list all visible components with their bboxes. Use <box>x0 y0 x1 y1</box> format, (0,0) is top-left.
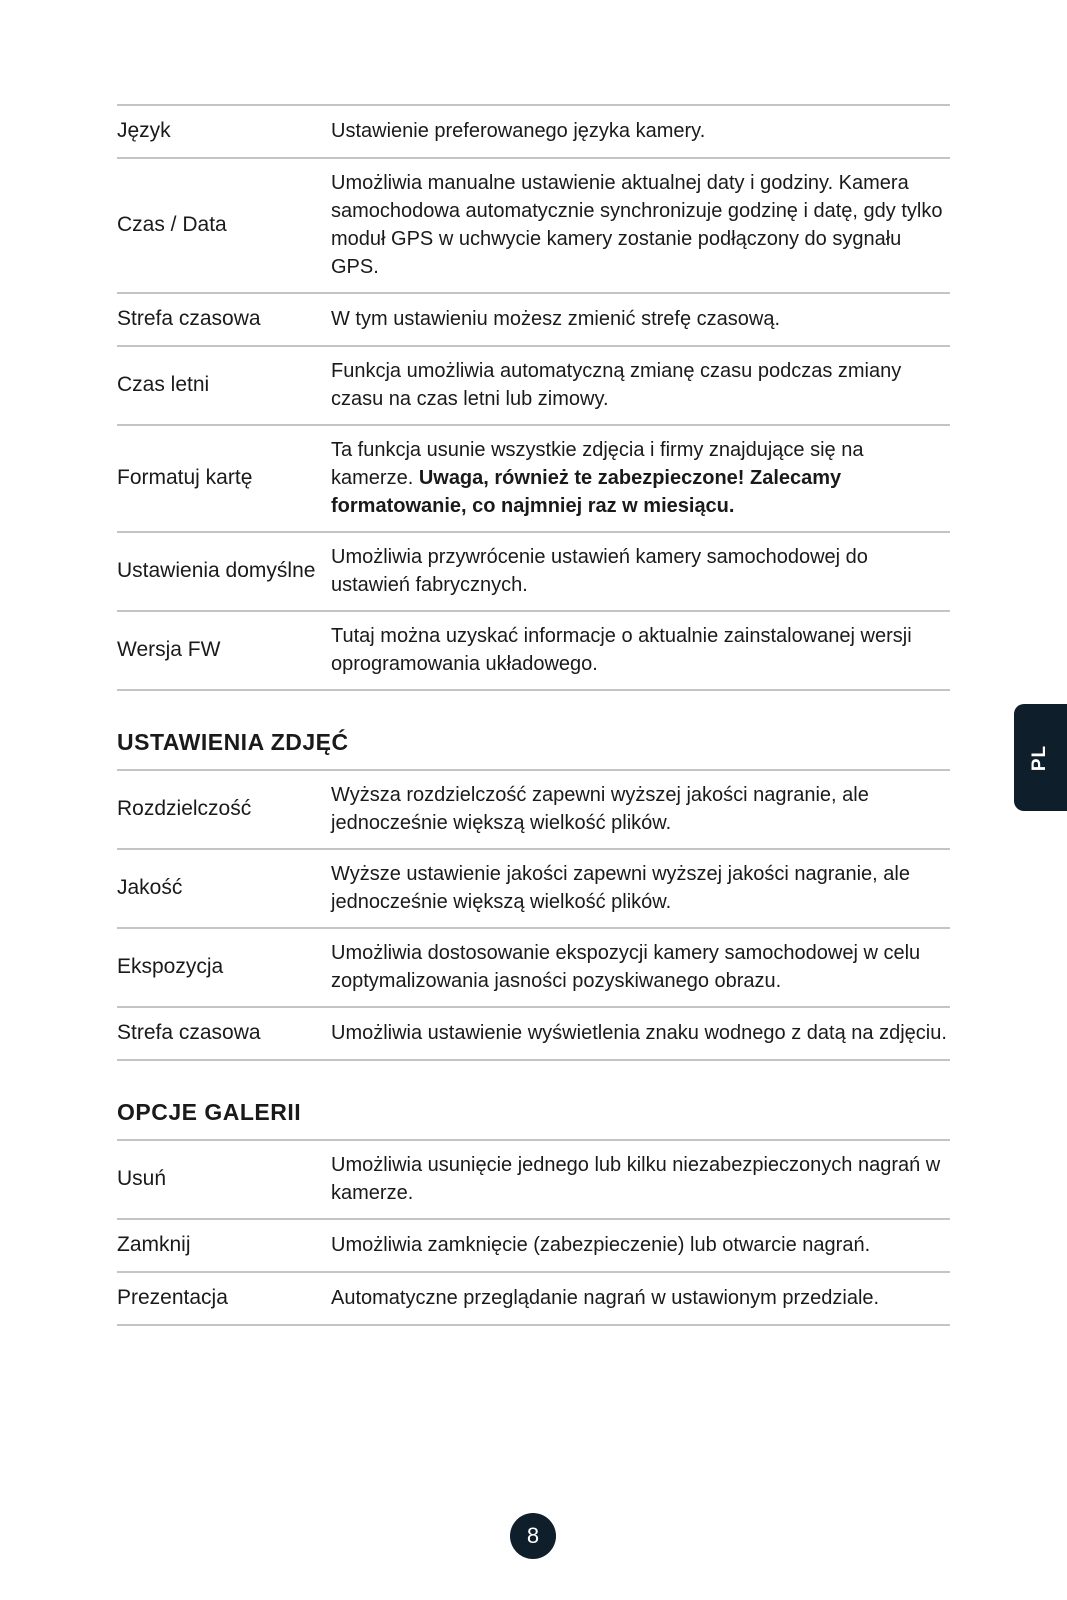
page-number-badge: 8 <box>510 1513 556 1559</box>
table-row <box>117 850 950 929</box>
manual-page-content <box>117 104 950 1326</box>
table-row <box>117 294 950 347</box>
photo-settings-table <box>117 769 950 1061</box>
setting-description-text: Ta funkcja usunie wszystkie zdjęcia i firmy znajdujące się na kamerze. <box>331 439 864 489</box>
setting-description: Tutaj można uzyskać informacje o aktualnie zainstalowanej wersji oprogramowania układowego. <box>331 625 912 675</box>
language-tab <box>1014 704 1067 811</box>
setting-label: Czas letni <box>117 373 210 396</box>
table-row <box>117 1008 950 1061</box>
setting-label: Czas / Data <box>117 213 227 236</box>
setting-description: Umożliwia ustawienie wyświetlenia znaku wodnego z datą na zdjęciu. <box>331 1022 947 1044</box>
setting-description: Wyższe ustawienie jakości zapewni wyższej jakości nagranie, ale jednocześnie większą wielkość plików. <box>331 863 910 913</box>
setting-label: Prezentacja <box>117 1286 228 1309</box>
section-title-photo-settings: USTAWIENIA ZDJĘĆ <box>117 729 349 755</box>
table-row <box>117 159 950 294</box>
general-settings-table <box>117 104 950 691</box>
setting-description <box>331 436 950 520</box>
setting-description: Umożliwia usunięcie jednego lub kilku niezabezpieczonych nagrań w kamerze. <box>331 1154 941 1204</box>
table-row <box>117 1273 950 1326</box>
table-row <box>117 426 950 533</box>
setting-label: Ustawienia domyślne <box>117 559 316 582</box>
table-row <box>117 771 950 850</box>
setting-description: Umożliwia manualne ustawienie aktualnej daty i godziny. Kamera samochodowa automatycznie synchronizuje godzinę i datę, gdy tylko moduł GPS w uchwycie kamery zostanie podłączony do sygnału GPS. <box>331 172 943 278</box>
setting-description: Automatyczne przeglądanie nagrań w ustawionym przedziale. <box>331 1287 880 1309</box>
table-row <box>117 612 950 691</box>
setting-description: Funkcja umożliwia automatyczną zmianę czasu podczas zmiany czasu na czas letni lub zimowy. <box>331 360 902 410</box>
setting-description: Ustawienie preferowanego języka kamery. <box>331 120 706 142</box>
setting-description: Umożliwia dostosowanie ekspozycji kamery samochodowej w celu zoptymalizowania jasności pozyskiwanego obrazu. <box>331 942 921 992</box>
setting-label: Rozdzielczość <box>117 797 252 820</box>
gallery-options-table <box>117 1139 950 1326</box>
table-row <box>117 929 950 1008</box>
table-row <box>117 1220 950 1273</box>
section-title-gallery-options: OPCJE GALERII <box>117 1099 302 1125</box>
setting-label: Wersja FW <box>117 638 221 661</box>
setting-label: Jakość <box>117 876 183 899</box>
setting-label: Formatuj kartę <box>117 466 253 489</box>
table-row <box>117 1141 950 1220</box>
table-row <box>117 106 950 159</box>
table-row <box>117 347 950 426</box>
setting-description: Umożliwia przywrócenie ustawień kamery samochodowej do ustawień fabrycznych. <box>331 546 868 596</box>
setting-label: Usuń <box>117 1167 167 1190</box>
setting-label: Zamknij <box>117 1233 191 1256</box>
language-tab-label: PL <box>1029 744 1051 771</box>
setting-description: Wyższa rozdzielczość zapewni wyższej jakości nagranie, ale jednocześnie większą wielkość plików. <box>331 784 869 834</box>
setting-label: Strefa czasowa <box>117 307 261 330</box>
setting-label: Ekspozycja <box>117 955 224 978</box>
warning-text: Uwaga, również te zabezpieczone! Zalecamy formatowanie, co najmniej raz w miesiącu. <box>331 467 842 517</box>
setting-description: W tym ustawieniu możesz zmienić strefę czasową. <box>331 308 781 330</box>
setting-label: Strefa czasowa <box>117 1021 261 1044</box>
setting-label: Język <box>117 119 171 142</box>
table-row <box>117 533 950 612</box>
setting-description: Umożliwia zamknięcie (zabezpieczenie) lub otwarcie nagrań. <box>331 1234 871 1256</box>
